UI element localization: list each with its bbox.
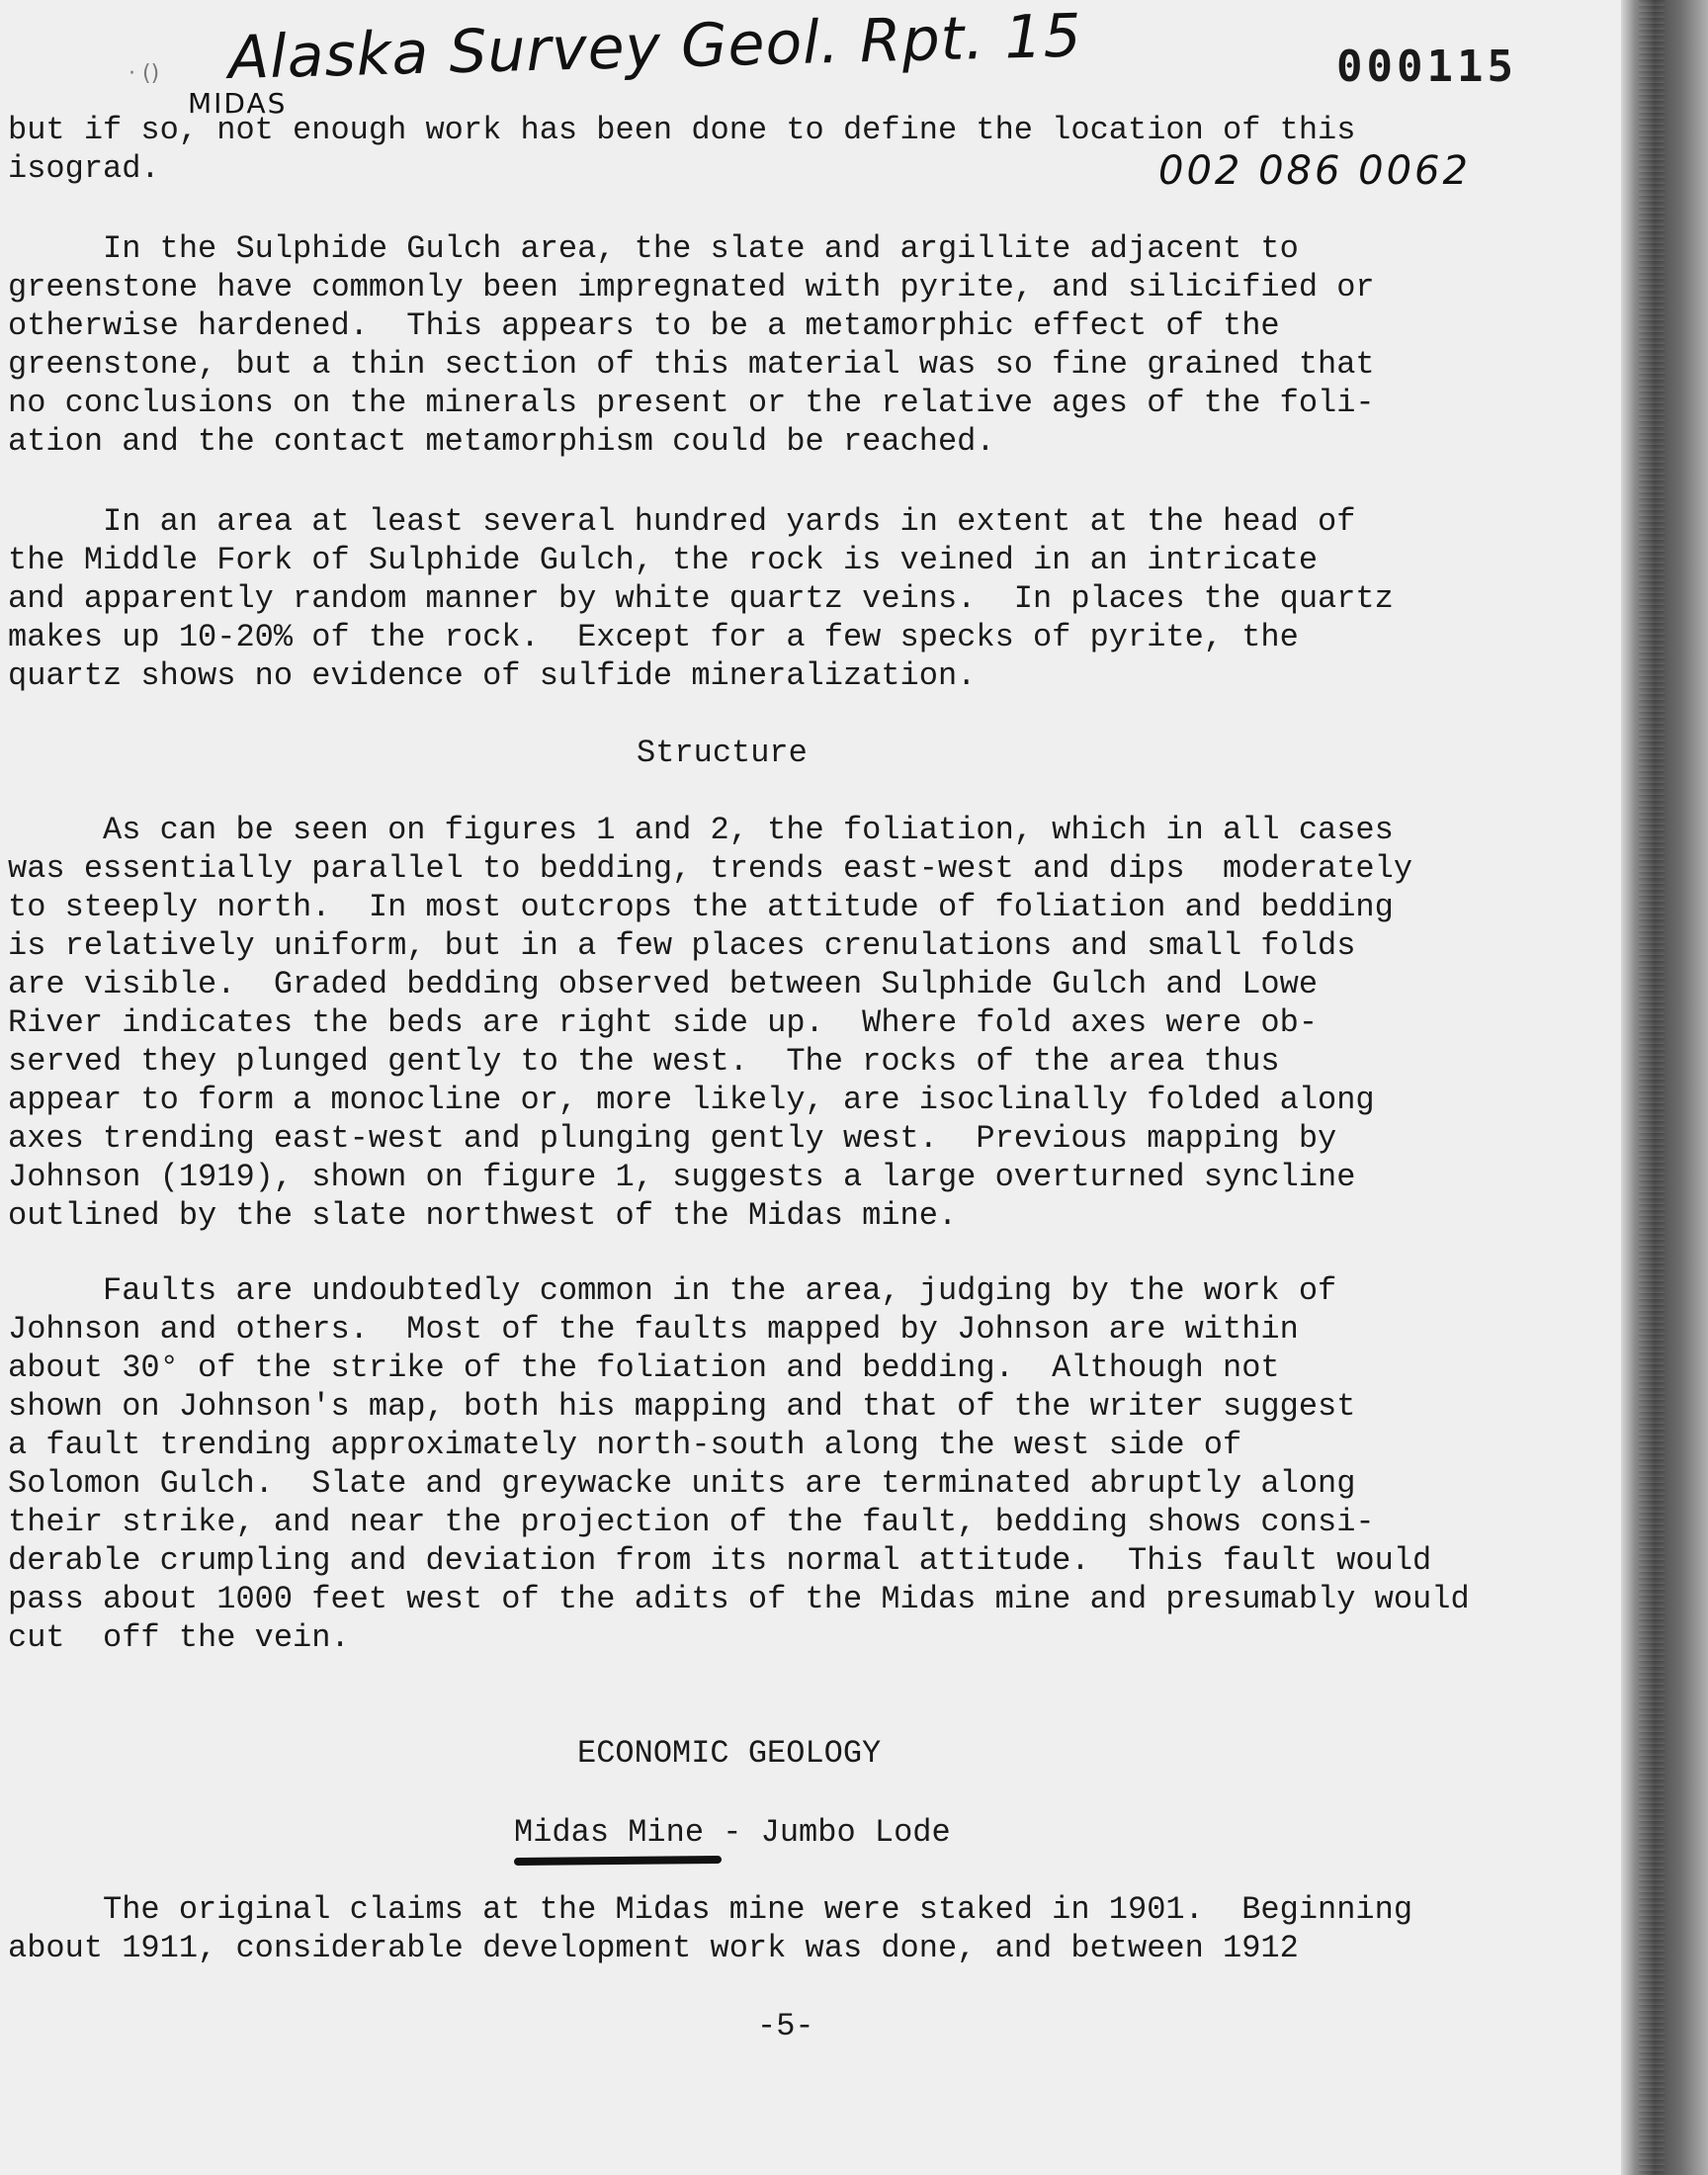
paragraph-isograd: but if so, not enough work has been done to define the location of this isograd.	[8, 112, 1356, 187]
paragraph-quartz-veins: In an area at least several hundred yards in extent at the head of the Middle Fork of Sulphide Gulch, the rock is veined in an intricate and apparently random manner by white quartz veins. In places the quartz makes up 10-20% of the rock. Except for a few specks of pyrite, the quartz shows no evidence of sulfide mineralization.	[8, 503, 1394, 694]
paragraph-foliation: As can be seen on figures 1 and 2, the foliation, which in all cases was essentially parallel to bedding, trends east-west and dips moderately to steeply north. In most outcrops the attitude of foliation and bedding is relatively uniform, but in a few places crenulations and small folds are visible. Graded bedding observed between Sulphide Gulch and Lowe River indicates the beds are right side up. Where fold axes were ob- served they plunged gently to the west. The rocks of the area thus appear to form a monocline or, more likely, are isoclinally folded along axes trending east-west and plunging gently west. Previous mapping by Johnson (1919), shown on figure 1, suggests a large overturned syncline outlined by the slate northwest of the Midas mine.	[8, 812, 1413, 1234]
handwritten-title: Alaska Survey Geol. Rpt. 15	[227, 1, 1083, 94]
paragraph-original-claims: The original claims at the Midas mine were staked in 1901. Beginning about 1911, considerable development work was done, and between 1912	[8, 1891, 1413, 1966]
handwritten-underline	[514, 1856, 722, 1866]
page-number: -5-	[757, 2008, 814, 2044]
paragraph-sulphide-gulch: In the Sulphide Gulch area, the slate and argillite adjacent to greenstone have commonly been impregnated with pyrite, and silicified or otherwise hardened. This appears to be a metamorphic effect of the greenstone, but a thin section of this material was so fine grained that no conclusions on the minerals present or the relative ages of the foli- ation and the contact metamorphism could be reached.	[8, 230, 1375, 460]
handwritten-marks: · ()	[128, 61, 160, 86]
handwritten-annotation: MIDAS	[188, 87, 288, 120]
handwritten-code: 002 086 0062	[1158, 148, 1471, 194]
heading-economic-geology: ECONOMIC GEOLOGY	[577, 1735, 882, 1772]
stamp-number: 000115	[1336, 42, 1517, 92]
heading-structure: Structure	[637, 735, 808, 771]
scan-page-edge	[1621, 0, 1708, 2175]
paragraph-faults: Faults are undoubtedly common in the area, judging by the work of Johnson and others. Most of the faults mapped by Johnson are within about 30° of the strike of the foliation and bedding. Although not shown on Johnson's map, both his mapping and that of the writer suggest a fault trending approximately north-south along the west side of Solomon Gulch. Slate and greywacke units are terminated abruptly along their strike, and near the projection of the fault, bedding shows consi- derable crumpling and deviation from its normal attitude. This fault would pass about 1000 feet west of the adits of the Midas mine and presumably would cut off the vein.	[8, 1272, 1470, 1656]
heading-midas-mine: Midas Mine - Jumbo Lode	[514, 1814, 951, 1851]
